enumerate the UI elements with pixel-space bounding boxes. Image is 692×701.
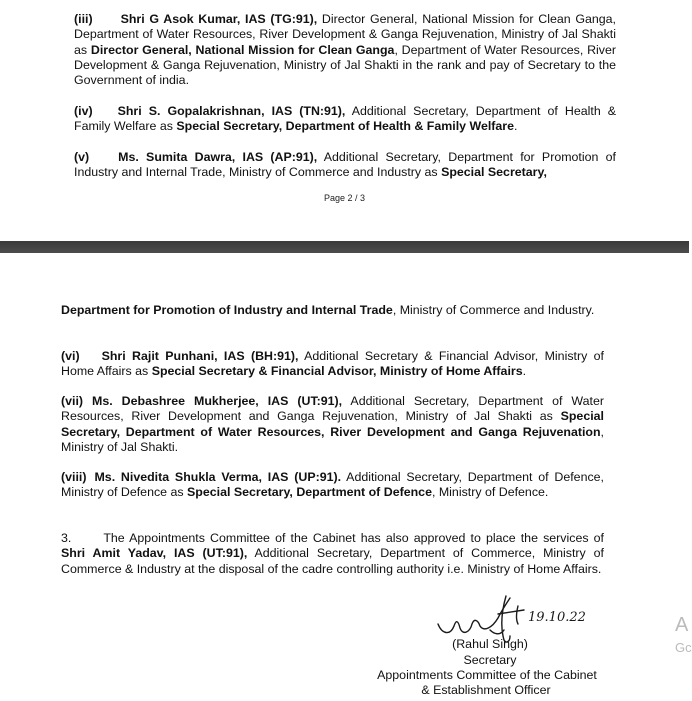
item-vii-text2: , Ministry of Jal Shakti. <box>61 424 604 454</box>
item-vii-post: Special Secretary, Department of Water Resources, River Development and Ganga Rejuvenation <box>61 409 604 439</box>
paragraph-3-name: Shri Amit Yadav, IAS (UT:91), <box>61 546 248 561</box>
signature-date: 19.10.22 <box>528 610 586 625</box>
item-vii-number: (vii) <box>61 394 84 408</box>
item-viii-text1: Additional Secretary, Department of Defence, Ministry of Defence as <box>61 470 604 500</box>
item-iii-name: Shri G Asok Kumar, IAS (TG:91), <box>120 12 318 26</box>
signatory-title-2: Appointments Committee of the Cabinet <box>377 668 597 682</box>
item-iii-number: (iii) <box>74 12 93 26</box>
item-vi-text2: . <box>522 364 527 379</box>
item-iii <box>74 12 616 88</box>
continuation-paragraph <box>61 303 604 318</box>
item-vi-name: Shri Rajit Punhani, IAS (BH:91), <box>101 349 299 363</box>
item-viii-number: (viii) <box>61 470 87 484</box>
item-v <box>74 150 616 181</box>
item-vii-name: Ms. Debashree Mukherjee, IAS (UT:91), <box>92 394 343 408</box>
item-iv-post: Special Secretary, Department of Health & Family Welfare <box>176 119 515 134</box>
item-v-post: Special Secretary, <box>441 165 547 180</box>
paragraph-3-text2: Additional Secretary, Department of Commerce, Ministry of Commerce & Industry at the disposal of the cadre controlling authority i.e. Ministry of Home Affairs. <box>61 546 604 576</box>
item-iv-text1: Additional Secretary, Department of Health & Family Welfare as <box>74 104 617 134</box>
edge-cutoff-text: A <box>675 614 689 636</box>
signatory-title-3: & Establishment Officer <box>421 683 551 697</box>
document-page-2 <box>0 0 689 241</box>
page-divider <box>0 241 689 253</box>
item-iii-post: Director General, National Mission for Clean Ganga <box>90 42 395 57</box>
item-iii-text1: Director General, National Mission for Clean Ganga, Department of Water Resources, River Development & Ganga Rejuvenation, Ministry of Jal Shakti as <box>74 12 616 57</box>
item-viii-text2: , Ministry of Defence. <box>431 485 549 500</box>
signature-block <box>360 590 620 700</box>
signatory-name: (Rahul Singh) <box>452 637 528 651</box>
item-iii-text2: , Department of Water Resources, River Development & Ganga Rejuvenation, Ministry of Jal Shakti in the rank and pay of Secretary to the Government of india. <box>74 42 617 88</box>
item-vi-number: (vi) <box>61 349 80 363</box>
paragraph-3 <box>61 531 604 577</box>
item-v-number: (v) <box>74 150 90 164</box>
item-iv <box>74 104 616 135</box>
item-v-name: Ms. Sumita Dawra, IAS (AP:91), <box>118 150 318 164</box>
item-viii-post: Special Secretary, Department of Defence <box>187 485 432 500</box>
item-iv-text2: . <box>514 119 518 134</box>
paragraph-3-number: 3. <box>61 531 72 545</box>
item-v-text1: Additional Secretary, Department for Promotion of Industry and Internal Trade, Ministry of Commerce and Industry as <box>74 150 616 180</box>
item-vii <box>61 394 604 455</box>
paragraph-3-text1: The Appointments Committee of the Cabinet has also approved to place the services of <box>103 531 604 545</box>
continuation-text: , Ministry of Commerce and Industry. <box>392 303 595 317</box>
item-vi-post: Special Secretary & Financial Advisor, Ministry of Home Affairs <box>151 364 523 379</box>
item-vi <box>61 349 604 380</box>
continuation-post: Department for Promotion of Industry and Internal Trade <box>61 303 393 317</box>
item-iv-name: Shri S. Gopalakrishnan, IAS (TN:91), <box>117 104 346 118</box>
page-number: Page 2 / 3 <box>323 193 366 203</box>
item-vi-text1: Additional Secretary & Financial Advisor, Ministry of Home Affairs as <box>61 349 604 379</box>
item-viii <box>61 470 604 501</box>
edge-cutoff-text-2: Gc <box>675 640 692 655</box>
signatory-title-1: Secretary <box>463 653 517 667</box>
item-iv-number: (iv) <box>74 104 93 118</box>
item-viii-name: Ms. Nivedita Shukla Verma, IAS (UP:91). <box>94 470 342 484</box>
item-vii-text1: Additional Secretary, Department of Water Resources, River Development and Ganga Rejuvenation, Ministry of Jal Shakti as <box>61 394 604 424</box>
